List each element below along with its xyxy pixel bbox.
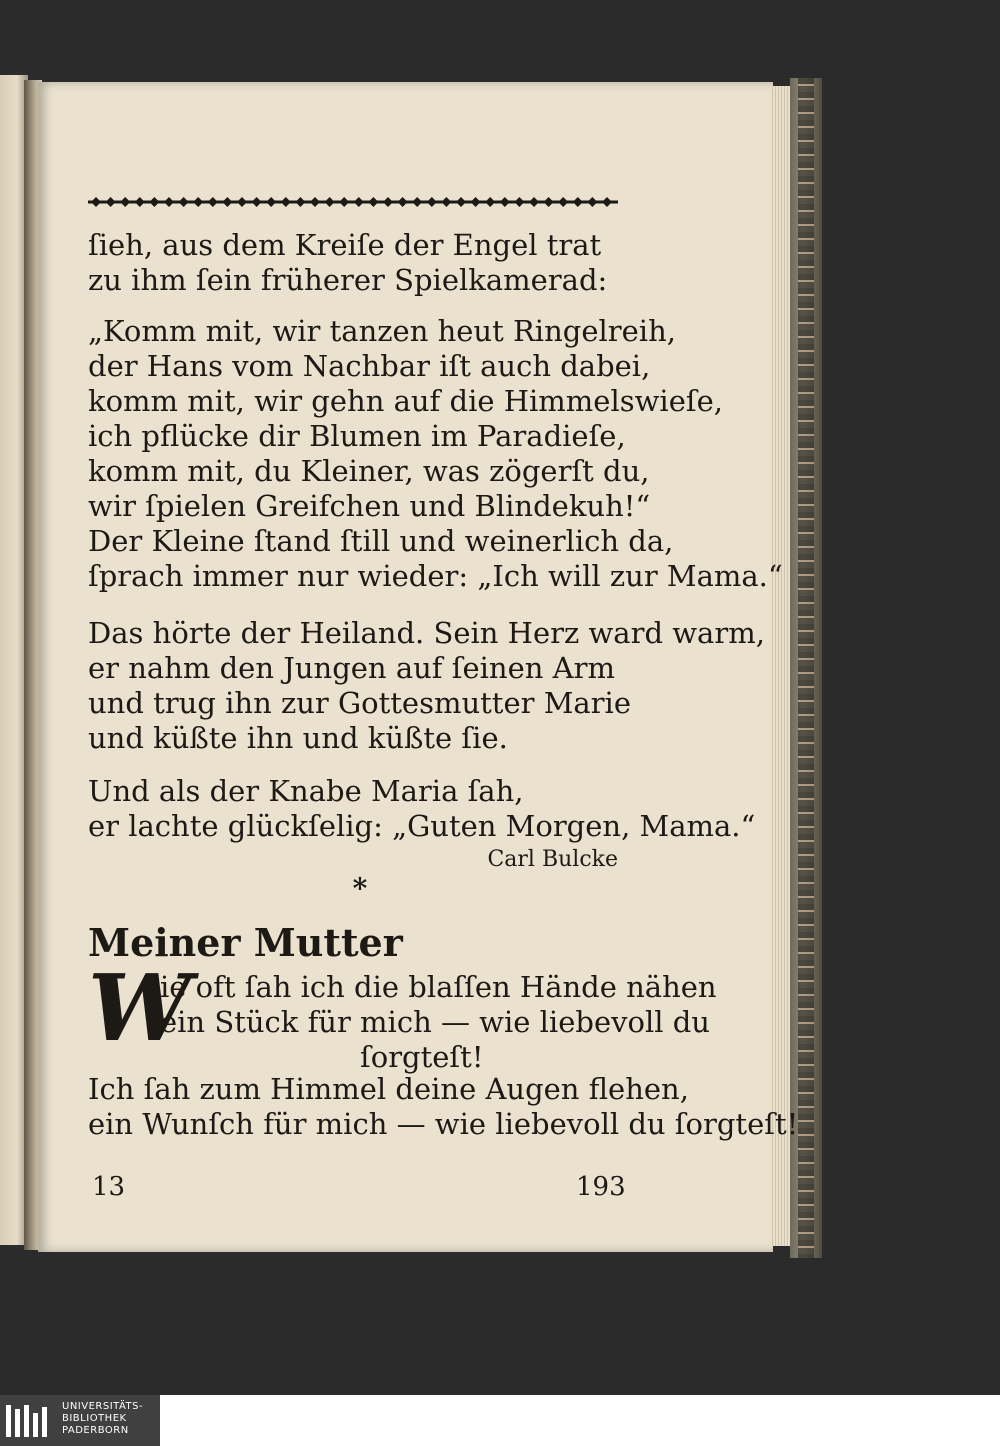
ornament-diamond <box>91 197 101 207</box>
ornament-diamond <box>325 197 335 207</box>
ornament-diamond <box>120 197 130 207</box>
ornament-diamond <box>558 197 568 207</box>
ornament-diamond <box>398 197 408 207</box>
library-name-line: UNIVERSITÄTS- <box>62 1401 144 1412</box>
poem-line: ein Stück für mich — wie liebevoll du <box>160 1005 710 1039</box>
drop-cap: W <box>88 954 192 1062</box>
poem-line: ſieh, aus dem Kreiſe der Engel trat <box>88 228 602 262</box>
ornament-diamond <box>281 197 291 207</box>
poem-line: ſprach immer nur wieder: „Ich will zur Mama.“ <box>88 559 783 593</box>
poem-line: und küßte ihn und küßte ſie. <box>88 721 508 755</box>
poem-line: komm mit, du Kleiner, was zögerſt du, <box>88 454 650 488</box>
ornament-diamond <box>529 197 539 207</box>
ornament-diamond <box>208 197 218 207</box>
poem-line: er nahm den Jungen auf ſeinen Arm <box>88 651 615 685</box>
library-name <box>62 1401 143 1437</box>
ornament-diamond <box>383 197 393 207</box>
ornament-diamond <box>544 197 554 207</box>
ornament-diamond <box>427 197 437 207</box>
ornament-diamond <box>193 197 203 207</box>
ornament-diamond <box>295 197 305 207</box>
library-name-line: BIBLIOTHEK <box>62 1413 127 1424</box>
poem-title: Meiner Mutter <box>88 920 403 965</box>
poem2-indented-lines <box>160 970 717 1040</box>
ornament-diamond <box>368 197 378 207</box>
poem-line: er lachte glückſelig: „Guten Morgen, Mama.“ <box>88 809 756 843</box>
poem-line: ein Wunſch für mich — wie liebevoll du ſorgteſt! <box>88 1107 799 1141</box>
stanza-2 <box>88 314 783 594</box>
ornament-diamond <box>354 197 364 207</box>
section-asterism: * <box>352 872 368 905</box>
poem-line-carryover: ſorgteſt! <box>360 1040 484 1074</box>
poem-line: „Komm mit, wir tanzen heut Ringelreih, <box>88 314 676 348</box>
ornament-diamond <box>222 197 232 207</box>
poem-line: und trug ihn zur Gottesmutter Marie <box>88 686 631 720</box>
ornament-diamond <box>237 197 247 207</box>
poem-line: Das hörte der Heiland. Sein Herz ward warm, <box>88 616 765 650</box>
ornament-diamond <box>514 197 524 207</box>
ornament-diamond <box>441 197 451 207</box>
poem-line: ie oft ſah ich die blaſſen Hände nähen <box>160 970 717 1004</box>
ornament-diamond <box>456 197 466 207</box>
page-number: 193 <box>576 1172 626 1202</box>
ornament-diamond <box>164 197 174 207</box>
ornament-diamond <box>412 197 422 207</box>
ornament-diamond <box>471 197 481 207</box>
poem-line: komm mit, wir gehn auf die Himmelswieſe, <box>88 384 723 418</box>
poem-line: der Hans vom Nachbar iſt auch dabei, <box>88 349 651 383</box>
poem-line: zu ihm ſein früherer Spielkamerad: <box>88 263 608 297</box>
ornamental-rule <box>88 193 618 211</box>
poem-line: Ich ſah zum Himmel deine Augen flehen, <box>88 1072 689 1106</box>
poem-line: Und als der Knabe Maria ſah, <box>88 774 524 808</box>
library-name-line: PADERBORN <box>62 1425 129 1436</box>
ornament-diamond <box>252 197 262 207</box>
ornament-diamond <box>500 197 510 207</box>
footer-bar <box>0 1395 1000 1446</box>
stanza-3 <box>88 616 765 756</box>
ornament-diamond <box>149 197 159 207</box>
author-name: Carl Bulcke <box>487 847 618 872</box>
ornament-diamond <box>602 197 612 207</box>
ornament-diamond <box>339 197 349 207</box>
stanza-1 <box>88 228 607 298</box>
poem-line: wir ſpielen Greifchen und Blindekuh!“ <box>88 489 651 523</box>
stanza-4 <box>88 774 755 844</box>
poem2-rest <box>88 1072 798 1142</box>
library-logo[interactable] <box>0 1395 160 1446</box>
poem-line: Der Kleine ſtand ſtill und weinerlich da, <box>88 524 674 558</box>
library-logo-icon <box>6 1403 56 1439</box>
signature-mark: 13 <box>92 1172 126 1202</box>
ornament-diamond <box>135 197 145 207</box>
ornament-diamond <box>587 197 597 207</box>
ornament-diamond <box>310 197 320 207</box>
ornament-diamond <box>106 197 116 207</box>
ornament-diamond <box>485 197 495 207</box>
ornament-diamond <box>266 197 276 207</box>
ornament-diamond <box>179 197 189 207</box>
ornament-diamond <box>573 197 583 207</box>
poem-line: ich pflücke dir Blumen im Paradieſe, <box>88 419 626 453</box>
